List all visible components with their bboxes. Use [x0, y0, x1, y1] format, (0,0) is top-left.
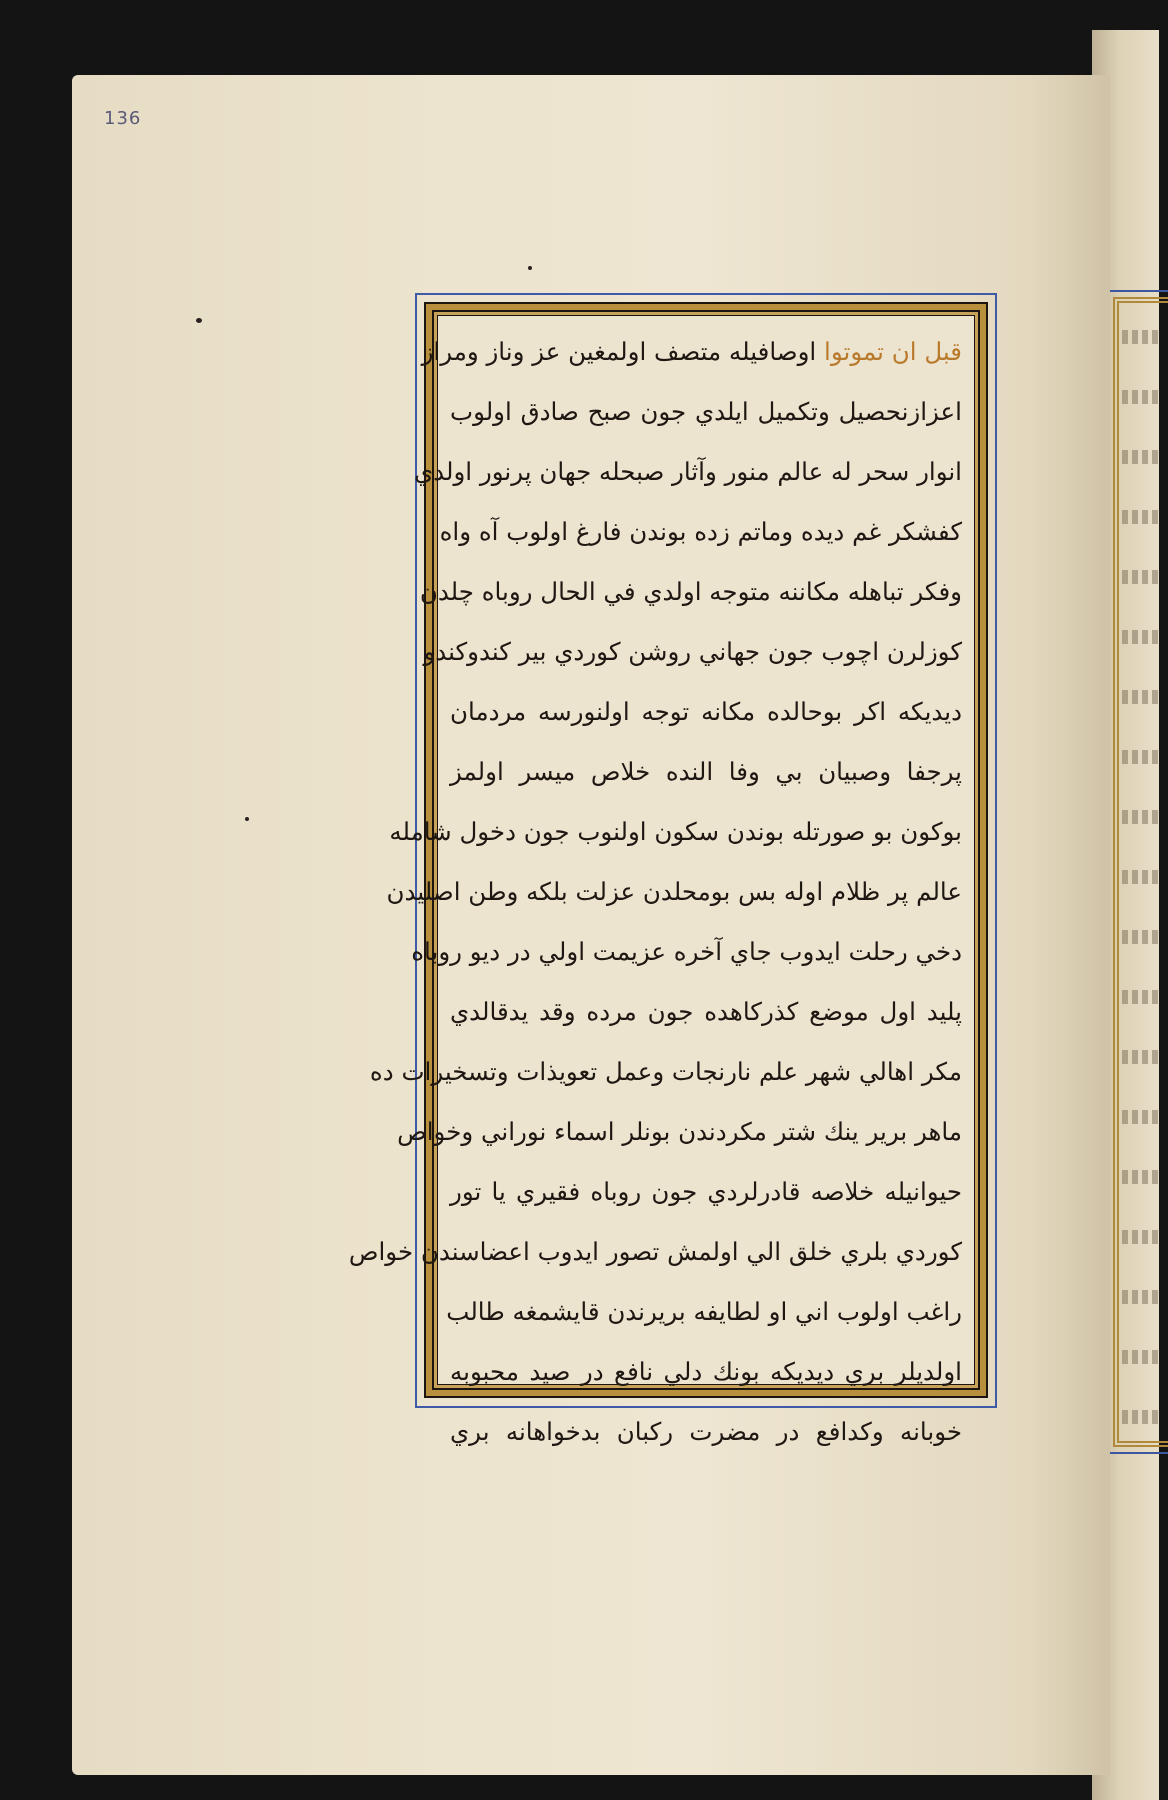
text-line: كوزلرن اچوب جون جهاني روشن كوردي بير كندوكندو — [423, 637, 962, 666]
text-line: وفكر تباهله مكاننه متوجه اولدي في الحال روباه چلدن — [419, 577, 962, 606]
gold-frame — [348, 302, 988, 1446]
ink-speck — [245, 817, 249, 821]
text-line: بوكون بو صورتله بوندن سكون اولنوب جون دخول شامله — [389, 817, 962, 846]
text-line: پليد اول موضع كذركاهده جون مرده وقد يدقالدي — [450, 997, 962, 1026]
text-line: دخي رحلت ايدوب جاي آخره عزيمت اولي در ديو روباه — [411, 937, 962, 966]
ink-speck — [196, 318, 202, 323]
text-line: كوردي بلري خلق الي اولمش تصور ايدوب اعضاسندن خواص — [348, 1237, 962, 1266]
text-line-1: قبل ان تموتوا اوصافيله متصف اولمغين عز وناز ومراز — [421, 337, 962, 366]
text-line: كفشكر غم ديده وماتم زده بوندن فارغ اولوب آه واه — [439, 517, 962, 546]
text-line: اعزازنحصيل وتكميل ايلدي جون صبح صادق اولوب — [450, 397, 962, 426]
text-line: مكر اهالي شهر علم نارنجات وعمل تعويذات وتسخيرات ده — [369, 1057, 962, 1086]
text-line: خوبانه وكدافع در مضرت ركبان بدخواهانه بري — [450, 1417, 962, 1446]
text-line: عالم پر ظلام اوله بس بومحلدن عزلت بلكه وطن اصليدن — [386, 877, 962, 906]
text-line: انوار سحر له عالم منور وآثار صبحله جهان پرنور اولدي — [413, 457, 962, 486]
text-line: اولديلر بري ديديكه بونك دلي نافع در صيد محبوبه — [450, 1357, 962, 1386]
folio-number: 136 — [104, 108, 142, 129]
text-line: ماهر برير ينك شتر مكردندن بونلر اسماء نوراني وخواص — [397, 1117, 962, 1146]
text-line: راغب اولوب اني او لطايفه بريرندن قايشمغه طالب — [446, 1297, 962, 1326]
ink-speck — [528, 266, 532, 270]
text-line: حيوانيله خلاصه قادرلردي جون روباه فقيري يا تور — [450, 1177, 962, 1206]
text-line: پرجفا وصبيان بي وفا النده خلاص ميسر اولمز — [450, 757, 962, 786]
text-block — [348, 315, 975, 1446]
text-line: ديديكه اكر بوحالده مكانه توجه اولنورسه مردمان — [450, 697, 962, 726]
rubric-headword: قبل ان تموتوا — [824, 337, 962, 366]
